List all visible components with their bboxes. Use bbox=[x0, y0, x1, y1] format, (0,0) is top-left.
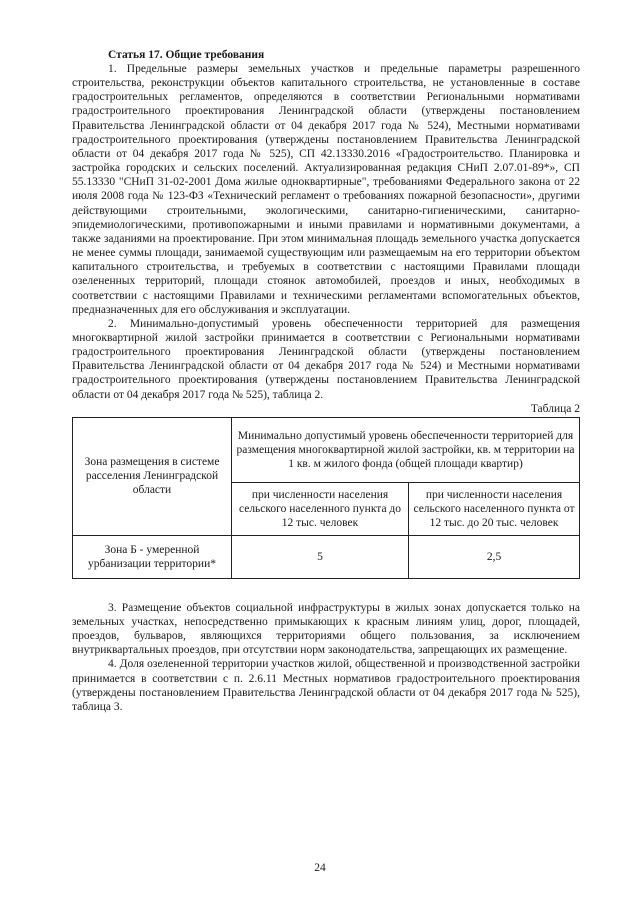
subheader-small-settlement: при численности населения сельского населенного пункта до 12 тыс. человек bbox=[232, 482, 409, 535]
document-page bbox=[72, 48, 580, 714]
page-number: 24 bbox=[314, 862, 326, 874]
table-row bbox=[73, 535, 580, 578]
table-caption: Таблица 2 bbox=[530, 402, 580, 415]
paragraph-1: 1. Предельные размеры земельных участков и предельные параметры разрешенного строительства, реконструкции объектов капитального строительства, не установленные в составе градостроительных регламентов, определяются в соответствии Региональными нормативами градостроительного проектирования Ленинградской области (утверждены постановлением Правительства Ленинградской области от 04 декабря 2017 года № 524), Местными нормативами градостроительного проектирования (утверждены постановлением Правительства Ленинградской области от 04 декабря 2017 года № 525), СП 42.13330.2016 «Градостроительство. Планировка и застройка городских и сельских поселений. Актуализированная редакция СНиП 2.07.01-89*», СП 55.13330 "СНиП 31-02-2001 Дома жилые одноквартирные", требованиями Федерального закона от 22 июля 2008 года № 123-ФЗ «Технический регламент о требованиях пожарной безопасности», другими действующими строительными, экологическими, санитарно-гигиеническими, санитарно-эпидемиологическими, противопожарными и иными правилами и нормативными документами, а также заданиями на проектирование. При этом минимальная площадь земельного участка допускается не менее суммы площади, занимаемой существующим или размещаемым на его территории объектом капитального строительства, и требуемых в соответствии с настоящими Правилами площади озелененных территорий, площади стоянок автомобилей, проездов и иных, необходимых в соответствии с настоящими Правилами и техническими регламентами вспомогательных объектов, предназначенных для его обслуживания и эксплуатации. bbox=[72, 63, 580, 316]
row-value-large: 2,5 bbox=[409, 535, 580, 578]
row-value-small: 5 bbox=[232, 535, 409, 578]
spacer bbox=[72, 579, 580, 601]
row-zone-cell: Зона Б - умеренной урбанизации территории* bbox=[73, 535, 232, 578]
paragraph-2: 2. Минимально-допустимый уровень обеспеченности территорией для размещения многоквартирной жилой застройки принимается в соответствии с Региональными нормативами градостроительного проектирования Ленинградской области (утверждены постановлением Правительства Ленинградской области от 04 декабря 2017 года № 524) и Местными нормативами градостроительного проектирования (утверждены постановлением Правительства Ленинградской области от 04 декабря 2017 года № 525), таблица 2. bbox=[72, 317, 580, 401]
norms-table bbox=[72, 417, 580, 579]
table-header-row bbox=[73, 417, 580, 482]
article-title: Статья 17. Общие требования bbox=[108, 49, 265, 61]
subheader-large-settlement: при численности населения сельского населенного пункта от 12 тыс. до 20 тыс. человек bbox=[409, 482, 580, 535]
header-zone-cell: Зона размещения в системе расселения Ленинградской области bbox=[73, 417, 232, 535]
header-level-cell: Минимально допустимый уровень обеспеченности территорией для размещения многоквартирной жилой застройки, кв. м территории на 1 кв. м жилого фонда (общей площади квартир) bbox=[232, 417, 580, 482]
paragraph-3: 3. Размещение объектов социальной инфраструктуры в жилых зонах допускается только на земельных участках, непосредственно примыкающих к красным линиям улиц, дорог, площадей, проездов, бульваров, являющихся территориями общего пользования, за исключением внутриквартальных проездов, при отсутствии норм законодательства, запрещающих их размещение. bbox=[72, 601, 580, 657]
paragraph-4: 4. Доля озелененной территории участков жилой, общественной и производственной застройки принимается в соответствии с п. 2.6.11 Местных нормативов градостроительного проектирования (утверждены постановлением Правительства Ленинградской области от 04 декабря 2017 года № 525), таблица 3. bbox=[72, 658, 580, 713]
